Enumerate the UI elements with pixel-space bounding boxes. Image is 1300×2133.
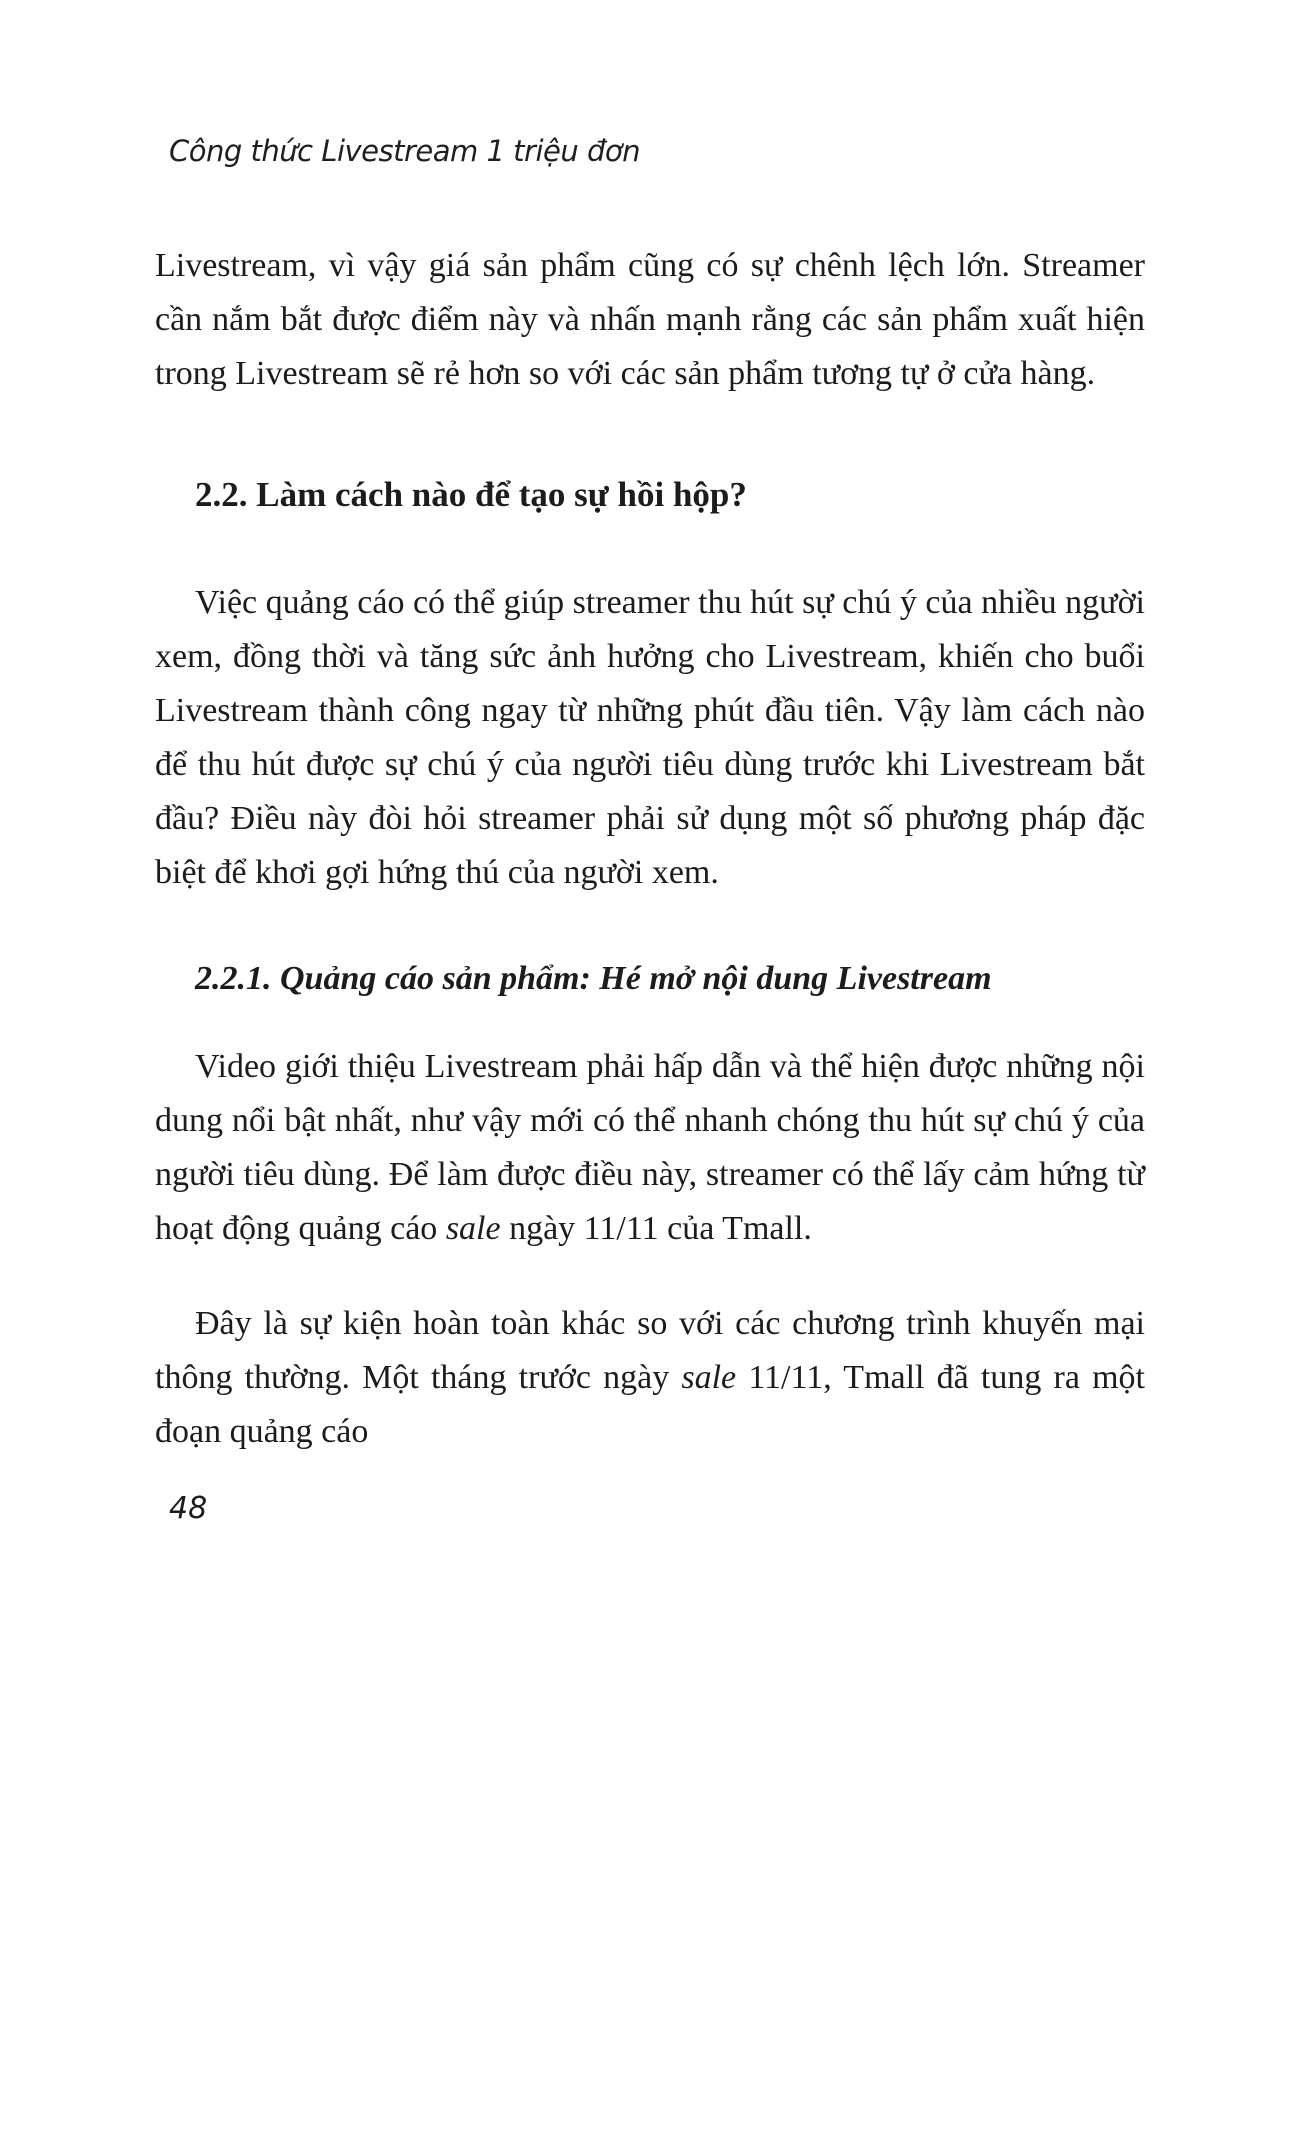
subsection-heading-2-2-1: 2.2.1. Quảng cáo sản phẩm: Hé mở nội dung Livestream — [195, 960, 992, 997]
para3-text-before: Video giới thiệu Livestream phải hấp dẫn và thể hiện được những nội dung nổi bật nhất, như vậy mới có thể nhanh chóng thu hút sự chú ý của người tiêu dùng. Để làm được điều này, streamer có thể lấy cảm hứng từ hoạt động quảng cáo — [155, 1048, 1145, 1247]
paragraph-tmall-event — [155, 1297, 1145, 1459]
section-heading-2-2: 2.2. Làm cách nào để tạo sự hồi hộp? — [195, 475, 747, 514]
para4-text-after: 11/11, Tmall đã tung ra một đoạn quảng cáo — [155, 1359, 1145, 1450]
page-body — [155, 239, 1145, 1459]
paragraph-advertising-attention: Việc quảng cáo có thể giúp streamer thu hút sự chú ý của nhiều người xem, đồng thời và tăng sức ảnh hưởng cho Livestream, khiến cho buổi Livestream thành công ngay từ những phút đầu tiên. Vậy làm cách nào để thu hút được sự chú ý của người tiêu dùng trước khi Livestream bắt đầu? Điều này đòi hỏi streamer phải sử dụng một số phương pháp đặc biệt để khơi gợi hứng thú của người xem. — [155, 584, 1145, 891]
running-header: Công thức Livestream 1 triệu đơn — [169, 134, 640, 168]
para4-sale-italic: sale — [681, 1359, 737, 1396]
paragraph-price-difference: Livestream, vì vậy giá sản phẩm cũng có sự chênh lệch lớn. Streamer cần nắm bắt được điểm này và nhấn mạnh rằng các sản phẩm xuất hiện trong Livestream sẽ rẻ hơn so với các sản phẩm tương tự ở cửa hàng. — [155, 247, 1145, 392]
book-page — [0, 133, 1300, 2133]
para3-text-after: ngày 11/11 của Tmall. — [500, 1210, 812, 1247]
para3-sale-italic: sale — [445, 1210, 501, 1247]
para4-text-before: Đây là sự kiện hoàn toàn khác so với các chương trình khuyến mại thông thường. Một tháng trước ngày — [155, 1305, 1145, 1396]
paragraph-video-intro — [155, 1040, 1145, 1256]
page-number: 48 — [169, 1491, 208, 1526]
